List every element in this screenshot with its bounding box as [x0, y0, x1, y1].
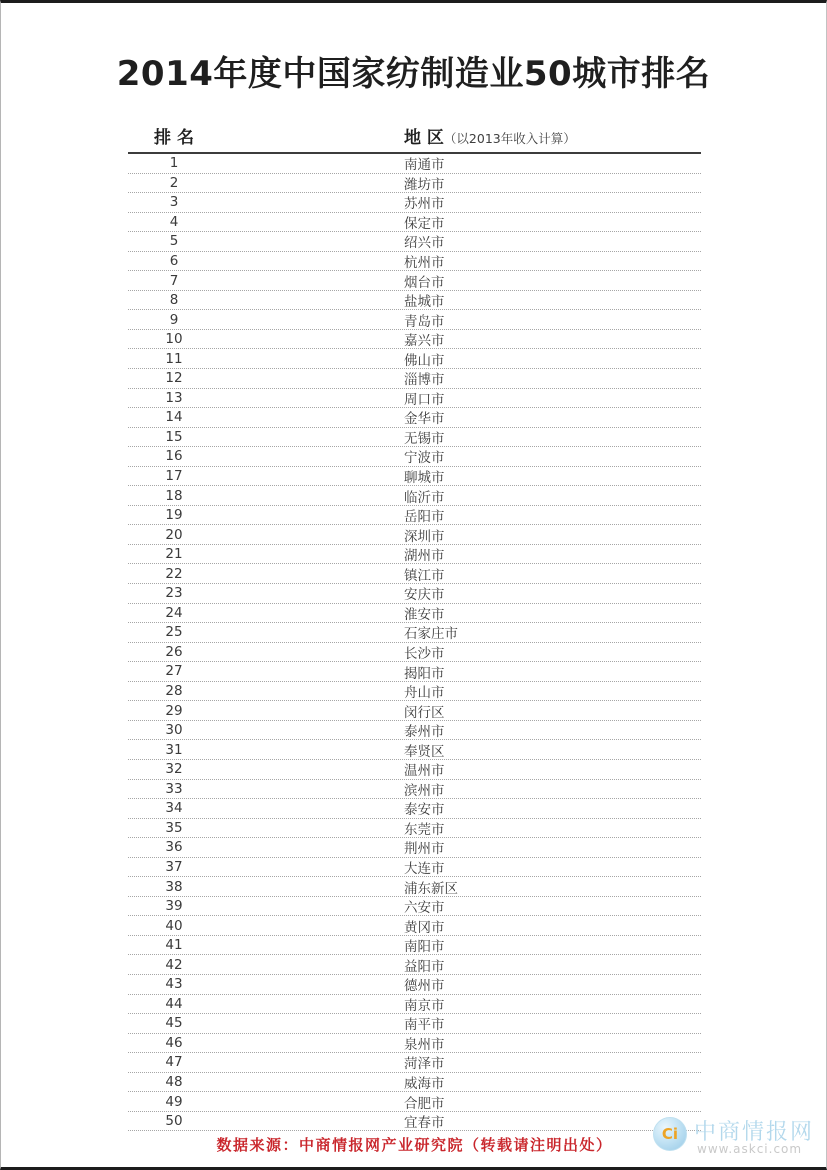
table-row	[128, 662, 701, 682]
table-row	[128, 271, 701, 291]
page-title: 2014年度中国家纺制造业50城市排名	[116, 54, 711, 94]
table-row	[128, 389, 701, 409]
city-cell: 周口市	[404, 391, 445, 408]
rank-cell: 38	[165, 878, 183, 895]
table-row	[128, 897, 701, 917]
table-row	[128, 408, 701, 428]
city-cell: 南阳市	[404, 939, 445, 956]
table-row	[128, 721, 701, 741]
table-row	[128, 838, 701, 858]
city-cell: 金华市	[404, 411, 445, 428]
city-cell: 六安市	[404, 900, 445, 917]
table-row	[128, 1034, 701, 1054]
city-cell: 岳阳市	[404, 509, 445, 526]
rank-cell: 45	[165, 1015, 183, 1032]
region-column-header	[404, 123, 576, 148]
table-row	[128, 584, 701, 604]
city-cell: 淮安市	[404, 606, 445, 623]
table-body	[128, 154, 701, 1131]
table-row	[128, 232, 701, 252]
rank-cell: 39	[165, 898, 183, 915]
ranking-table	[128, 119, 701, 1131]
table-row	[128, 467, 701, 487]
city-cell: 临沂市	[404, 489, 445, 506]
city-cell: 益阳市	[404, 958, 445, 975]
rank-cell: 33	[165, 780, 183, 797]
rank-cell: 13	[165, 389, 183, 406]
watermark-site-name: 中商情报网	[694, 1120, 815, 1145]
rank-cell: 28	[165, 683, 183, 700]
rank-cell: 8	[169, 292, 179, 309]
rank-cell: 23	[165, 585, 183, 602]
city-cell: 南通市	[404, 157, 445, 174]
city-cell: 奉贤区	[404, 743, 445, 760]
rank-cell: 9	[169, 311, 179, 328]
city-cell: 舟山市	[404, 685, 445, 702]
table-row	[128, 682, 701, 702]
rank-cell: 35	[165, 819, 183, 836]
rank-cell: 2	[169, 174, 179, 191]
city-cell: 合肥市	[404, 1095, 445, 1112]
rank-cell: 44	[165, 995, 183, 1012]
rank-cell: 16	[165, 448, 183, 465]
table-row	[128, 525, 701, 545]
table-row	[128, 936, 701, 956]
city-cell: 温州市	[404, 763, 445, 780]
region-header-note: （以2013年收入计算）	[443, 131, 576, 146]
table-row	[128, 877, 701, 897]
city-cell: 大连市	[404, 860, 445, 877]
table-row	[128, 623, 701, 643]
city-cell: 深圳市	[404, 528, 445, 545]
rank-cell: 46	[165, 1034, 183, 1051]
table-row	[128, 174, 701, 194]
city-cell: 安庆市	[404, 587, 445, 604]
city-cell: 杭州市	[404, 255, 445, 272]
table-row	[128, 252, 701, 272]
city-cell: 长沙市	[404, 645, 445, 662]
table-row	[128, 349, 701, 369]
table-row	[128, 780, 701, 800]
rank-cell: 4	[169, 213, 179, 230]
rank-cell: 18	[165, 487, 183, 504]
rank-cell: 34	[165, 800, 183, 817]
data-source-note: 数据来源：中商情报网产业研究院（转载请注明出处）	[216, 1136, 613, 1154]
table-row	[128, 955, 701, 975]
table-row	[128, 643, 701, 663]
table-row	[128, 506, 701, 526]
city-cell: 东莞市	[404, 821, 445, 838]
table-row	[128, 193, 701, 213]
table-row	[128, 545, 701, 565]
table-row	[128, 1053, 701, 1073]
city-cell: 德州市	[404, 978, 445, 995]
rank-cell: 3	[169, 194, 179, 211]
city-cell: 荆州市	[404, 841, 445, 858]
rank-cell: 50	[165, 1113, 183, 1130]
table-row	[128, 330, 701, 350]
city-cell: 浦东新区	[404, 880, 458, 897]
table-row	[128, 995, 701, 1015]
table-row	[128, 975, 701, 995]
table-row	[128, 310, 701, 330]
city-cell: 镇江市	[404, 567, 445, 584]
askci-logo-monogram: Ci	[661, 1125, 679, 1143]
rank-cell: 40	[165, 917, 183, 934]
city-cell: 威海市	[404, 1075, 445, 1092]
rank-cell: 41	[165, 937, 183, 954]
rank-cell: 22	[165, 565, 183, 582]
table-row	[128, 760, 701, 780]
rank-cell: 30	[165, 722, 183, 739]
city-cell: 菏泽市	[404, 1056, 445, 1073]
rank-cell: 7	[169, 272, 179, 289]
rank-cell: 25	[165, 624, 183, 641]
rank-cell: 29	[165, 702, 183, 719]
table-row	[128, 740, 701, 760]
table-row	[128, 1073, 701, 1093]
table-row	[128, 486, 701, 506]
city-cell: 湖州市	[404, 548, 445, 565]
city-cell: 佛山市	[404, 352, 445, 369]
rank-cell: 43	[165, 976, 183, 993]
rank-cell: 20	[165, 526, 183, 543]
table-row	[128, 819, 701, 839]
rank-cell: 14	[165, 409, 183, 426]
rank-cell: 27	[165, 663, 183, 680]
site-watermark	[653, 1113, 813, 1163]
rank-column-header: 排 名	[154, 128, 194, 148]
city-cell: 南京市	[404, 997, 445, 1014]
city-cell: 聊城市	[404, 470, 445, 487]
region-header-label: 地 区	[404, 128, 444, 148]
rank-cell: 36	[165, 839, 183, 856]
rank-cell: 17	[165, 468, 183, 485]
rank-cell: 1	[169, 155, 179, 172]
city-cell: 保定市	[404, 215, 445, 232]
city-cell: 宁波市	[404, 450, 445, 467]
table-row	[128, 428, 701, 448]
city-cell: 嘉兴市	[404, 333, 445, 350]
table-row	[128, 369, 701, 389]
table-row	[128, 799, 701, 819]
city-cell: 盐城市	[404, 294, 445, 311]
city-cell: 南平市	[404, 1017, 445, 1034]
city-cell: 泰州市	[404, 724, 445, 741]
rank-cell: 15	[165, 428, 183, 445]
rank-cell: 32	[165, 761, 183, 778]
table-row	[128, 154, 701, 174]
rank-cell: 37	[165, 858, 183, 875]
city-cell: 苏州市	[404, 196, 445, 213]
rank-cell: 19	[165, 507, 183, 524]
table-row	[128, 447, 701, 467]
table-row	[128, 1112, 701, 1132]
rank-cell: 11	[165, 350, 183, 367]
watermark-site-url: www.askci.com	[697, 1142, 803, 1156]
rank-cell: 24	[165, 604, 183, 621]
rank-cell: 48	[165, 1073, 183, 1090]
table-row	[128, 291, 701, 311]
city-cell: 滨州市	[404, 782, 445, 799]
city-cell: 泉州市	[404, 1036, 445, 1053]
city-cell: 石家庄市	[404, 626, 458, 643]
rank-cell: 10	[165, 331, 183, 348]
table-row	[128, 1014, 701, 1034]
table-row	[128, 701, 701, 721]
table-row	[128, 564, 701, 584]
table-row	[128, 604, 701, 624]
rank-cell: 31	[165, 741, 183, 758]
city-cell: 绍兴市	[404, 235, 445, 252]
city-cell: 无锡市	[404, 430, 445, 447]
table-header-row	[128, 119, 701, 154]
city-cell: 揭阳市	[404, 665, 445, 682]
table-row	[128, 916, 701, 936]
city-cell: 闵行区	[404, 704, 445, 721]
rank-cell: 49	[165, 1093, 183, 1110]
city-cell: 淄博市	[404, 372, 445, 389]
rank-cell: 21	[165, 546, 183, 563]
city-cell: 黄冈市	[404, 919, 445, 936]
rank-cell: 12	[165, 370, 183, 387]
city-cell: 青岛市	[404, 313, 445, 330]
rank-cell: 26	[165, 643, 183, 660]
rank-cell: 47	[165, 1054, 183, 1071]
city-cell: 宜春市	[404, 1115, 445, 1132]
table-row	[128, 1092, 701, 1112]
city-cell: 潍坊市	[404, 176, 445, 193]
rank-cell: 42	[165, 956, 183, 973]
rank-cell: 5	[169, 233, 179, 250]
rank-cell: 6	[169, 253, 179, 269]
table-row	[128, 213, 701, 233]
city-cell: 烟台市	[404, 274, 445, 291]
city-cell: 泰安市	[404, 802, 445, 819]
table-row	[128, 858, 701, 878]
